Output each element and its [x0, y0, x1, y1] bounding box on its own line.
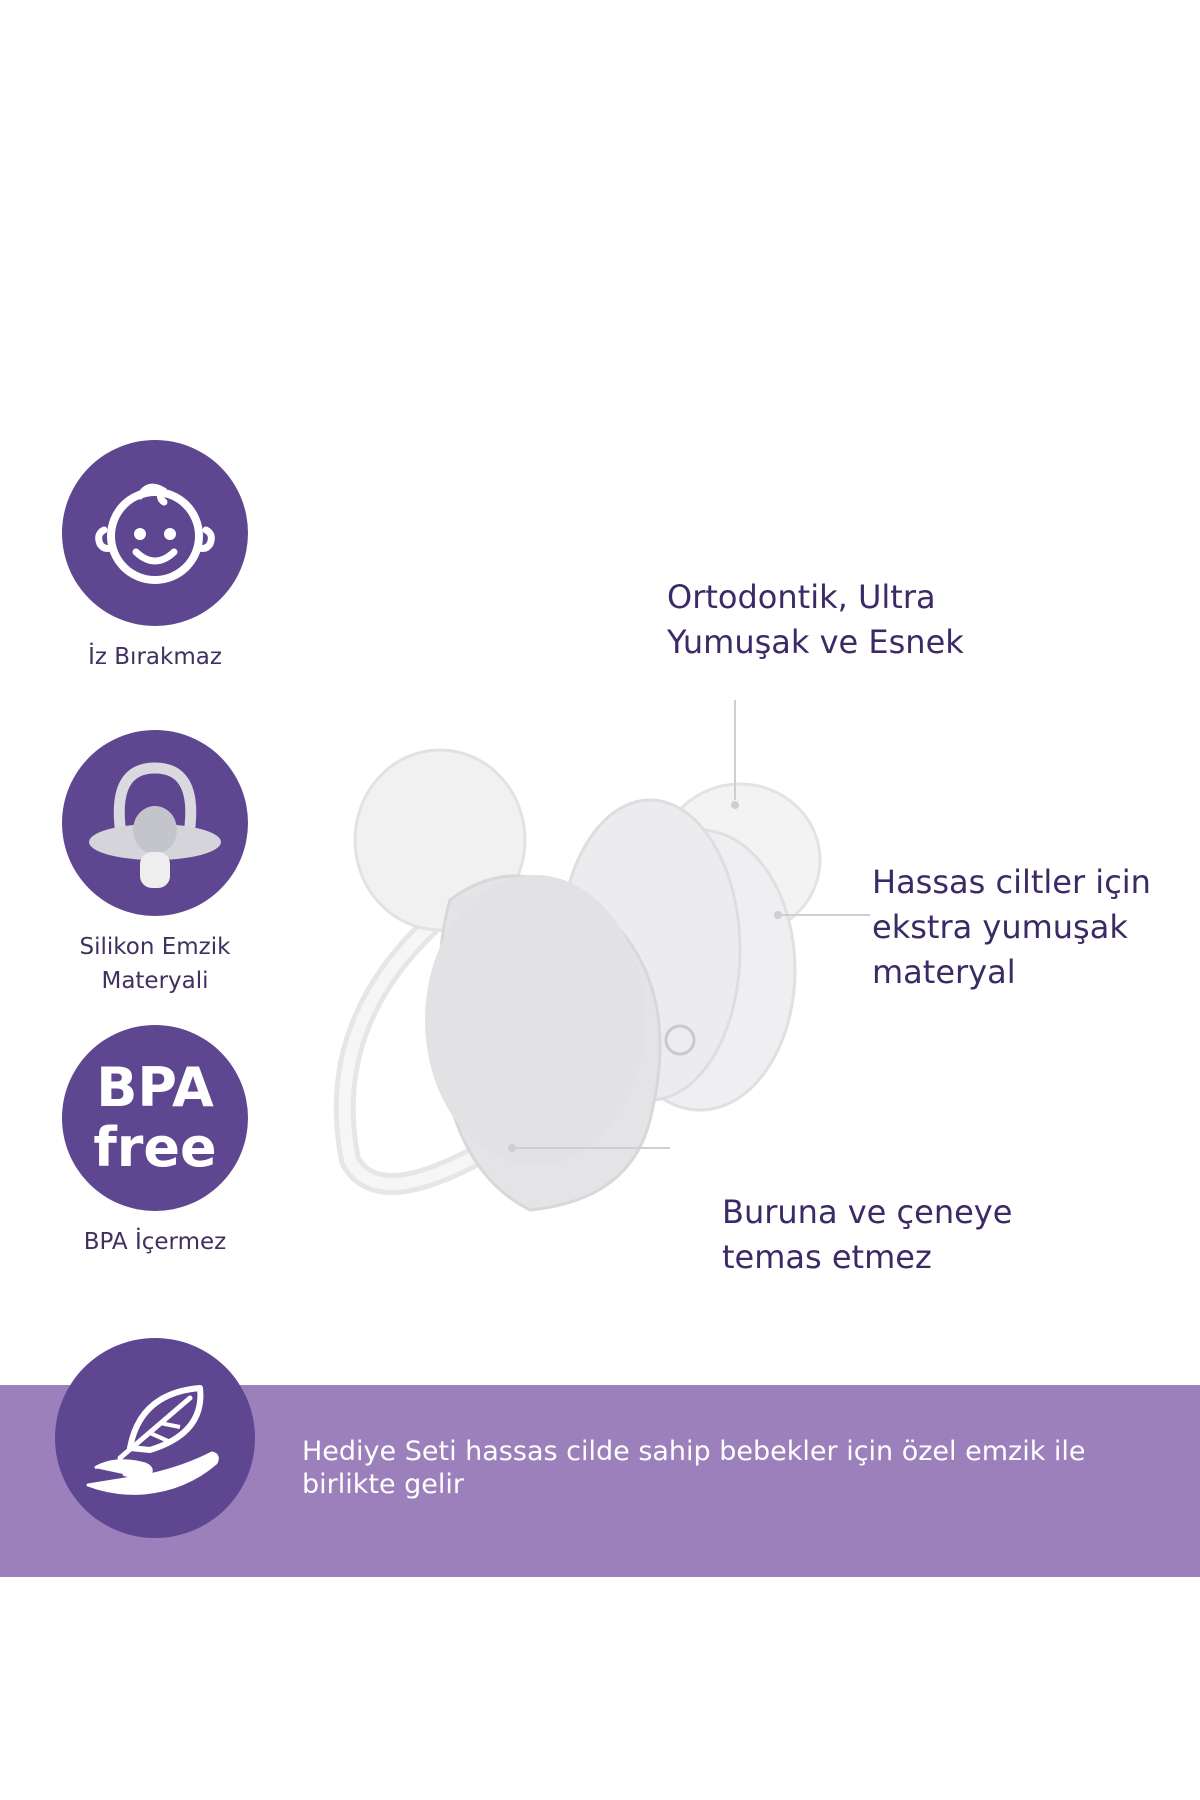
feature-bpa-free	[40, 1025, 270, 1259]
baby-face-icon	[62, 440, 248, 626]
feature-silicone	[40, 730, 270, 998]
callout-orthodontic: Ortodontik, Ultra Yumuşak ve Esnek	[667, 578, 964, 661]
feature-label: İz Bırakmaz	[88, 644, 222, 670]
callout-sensitive-skin: Hassas ciltler için ekstra yumuşak materyal	[872, 863, 1151, 991]
feature-no-marks	[40, 440, 270, 674]
pacifier-illustration	[320, 700, 880, 1220]
callout-no-contact: Buruna ve çeneye temas etmez	[722, 1193, 1013, 1276]
feature-label: BPA İçermez	[83, 1229, 227, 1255]
bpa-badge-line2: free	[93, 1116, 217, 1179]
feature-label: Silikon Emzik Materyali	[79, 934, 231, 994]
bpa-free-icon	[62, 1025, 248, 1211]
pacifier-icon	[62, 730, 248, 916]
feather-hand-icon	[55, 1338, 255, 1538]
banner-text: Hediye Seti hassas cilde sahip bebekler için özel emzik ile birlikte gelir	[302, 1436, 1086, 1500]
bpa-badge-line1: BPA	[96, 1056, 214, 1119]
